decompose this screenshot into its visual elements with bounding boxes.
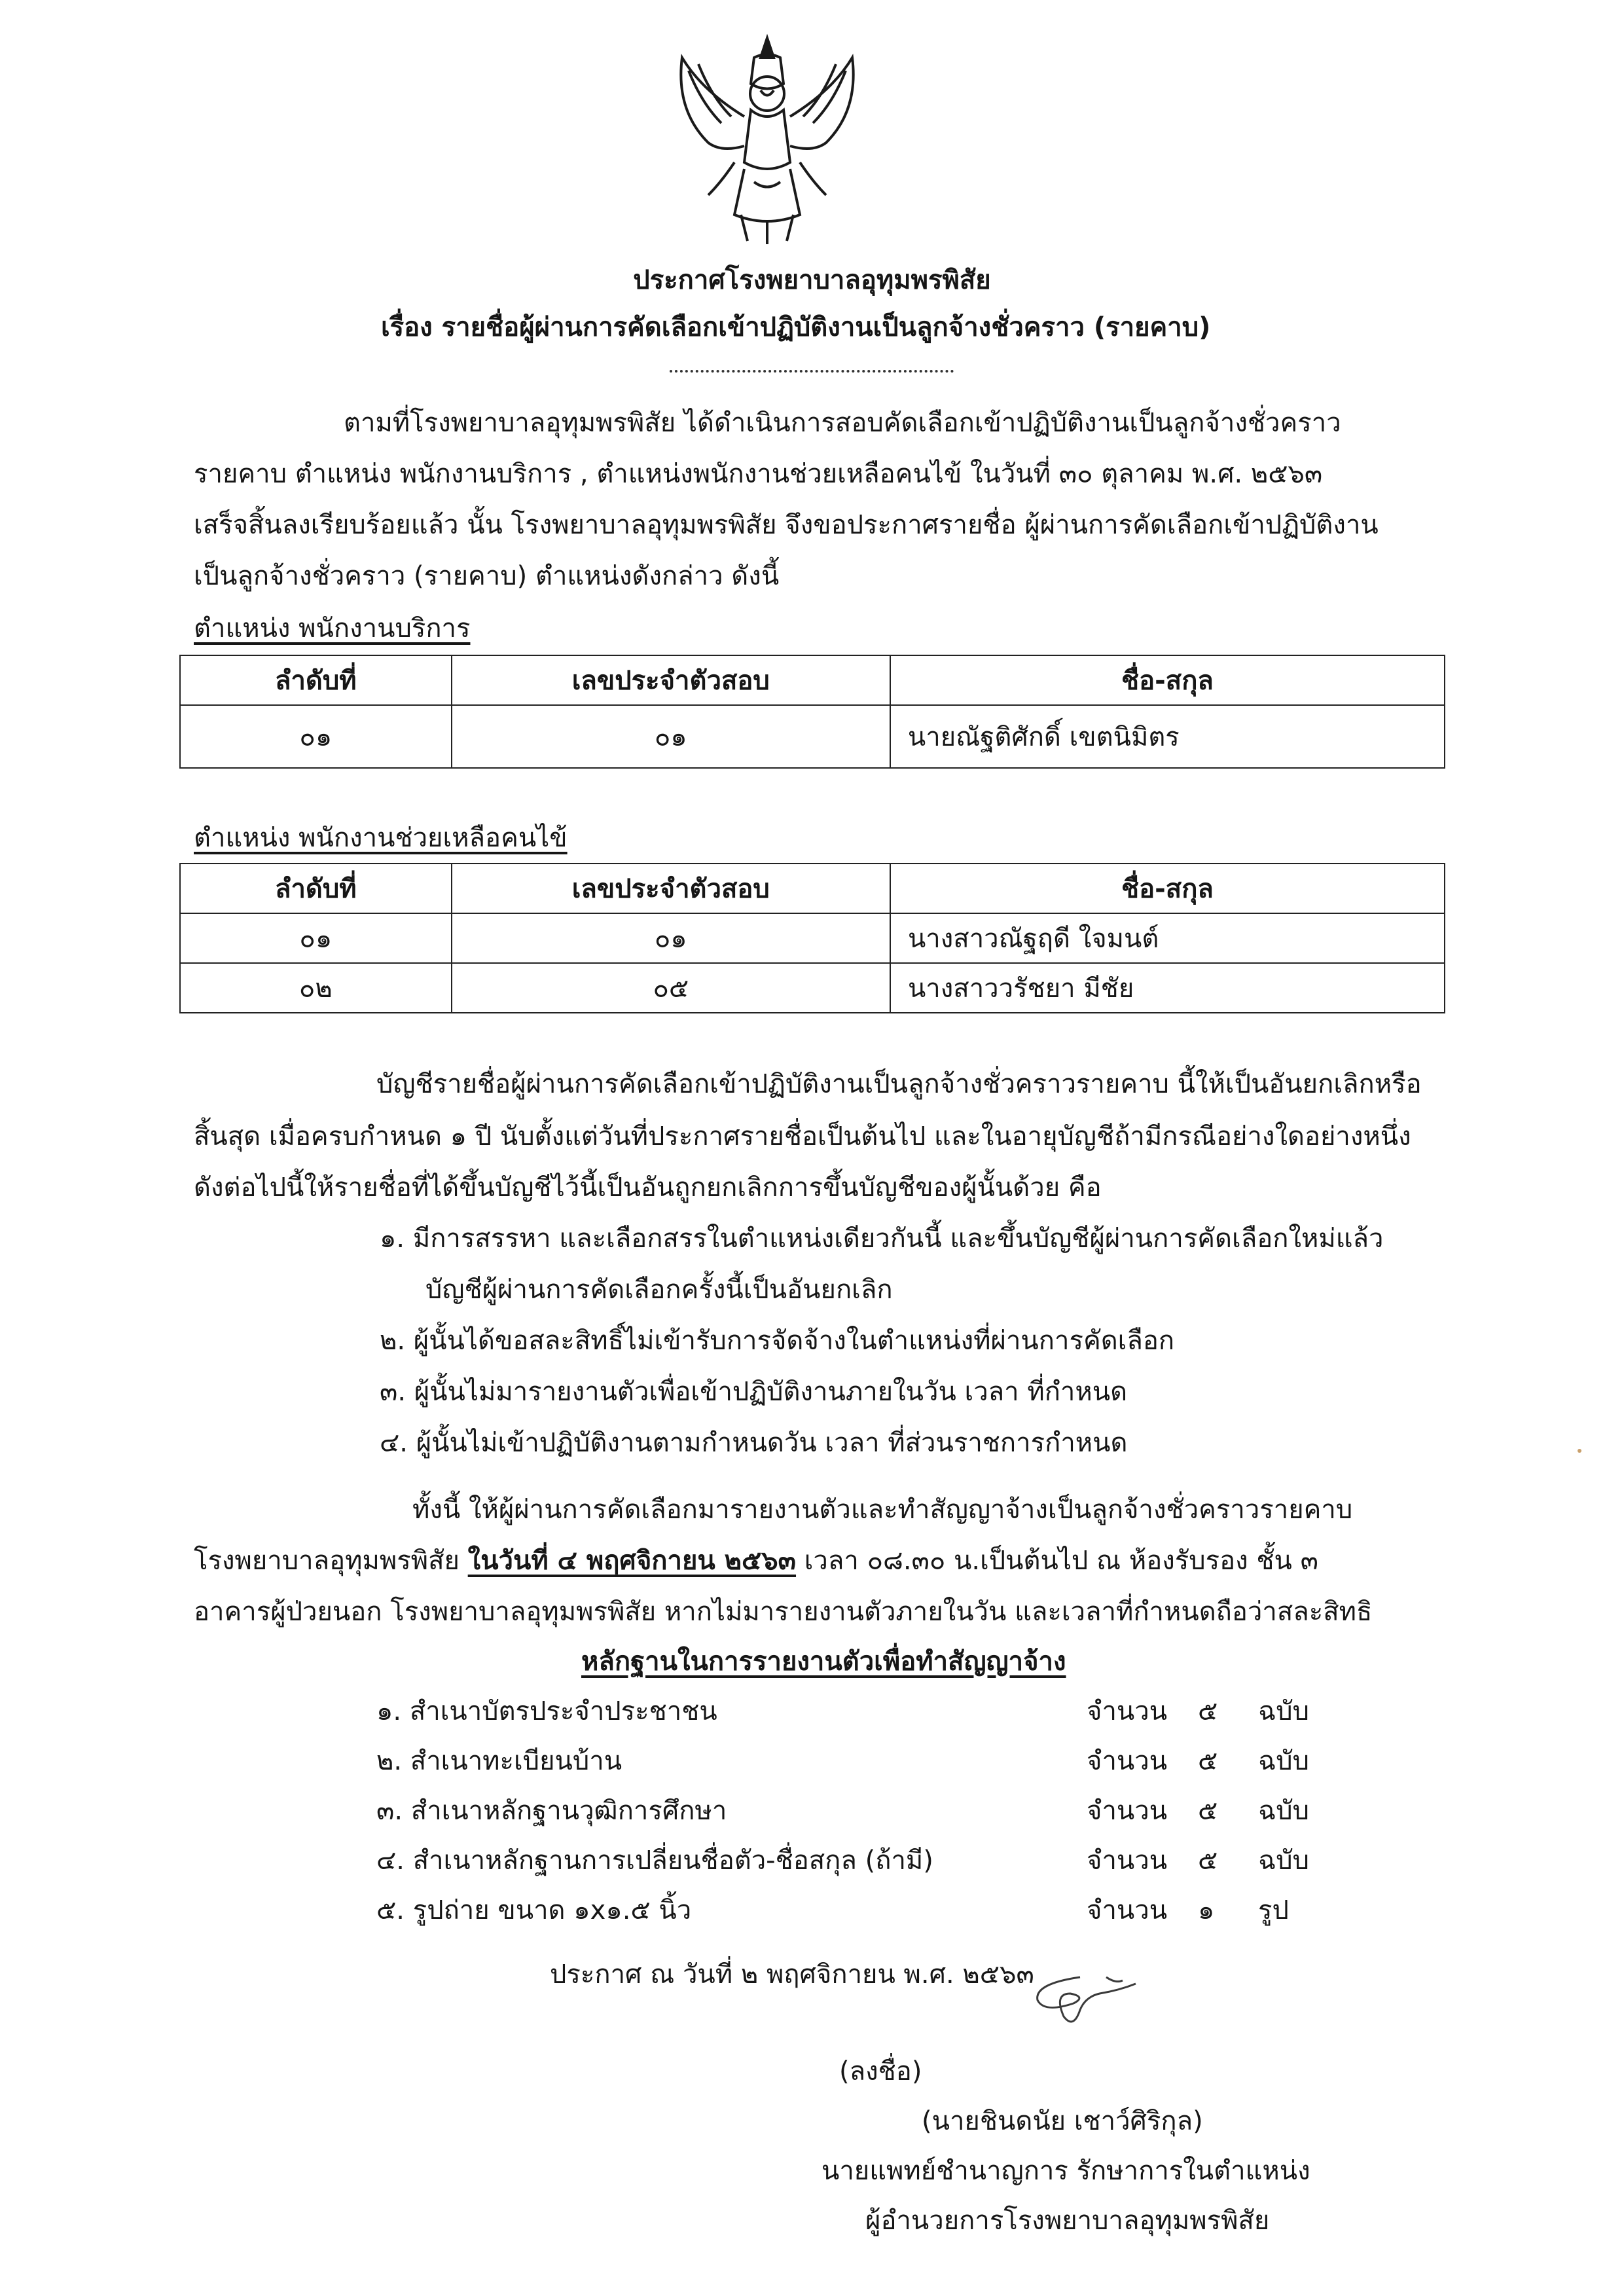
col-exam-id-header: เลขประจำตัวสอบ: [452, 864, 890, 913]
col-order-header: ลำดับที่: [180, 655, 452, 705]
position-2-table: [179, 863, 1445, 1013]
validity-line-3: ดังต่อไปนี้ให้รายชื่อที่ได้ขึ้นบัญชีไว้นี้เป็นอันถูกยกเลิกการขึ้นบัญชีของผู้นั้นด้วย คือ: [194, 1173, 1102, 1203]
validity-item-1a: ๑. มีการสรรหา และเลือกสรรในตำแหน่งเดียวกันนี้ และขึ้นบัญชีผู้ผ่านการคัดเลือกใหม่แล้ว: [380, 1224, 1384, 1254]
document-item: ๔. สำเนาหลักฐานการเปลี่ยนชื่อตัว-ชื่อสกุล (ถ้ามี): [376, 1846, 933, 1876]
exam-id-cell: ๐๕: [452, 963, 890, 1013]
table-row: [180, 963, 1445, 1013]
quantity-count: ๕: [1198, 1796, 1218, 1826]
validity-item-3: ๓. ผู้นั้นไม่มารายงานตัวเพื่อเข้าปฏิบัติงานภายในวัน เวลา ที่กำหนด: [380, 1377, 1128, 1407]
validity-item-4: ๔. ผู้นั้นไม่เข้าปฏิบัติงานตามกำหนดวัน เวลา ที่ส่วนราชการกำหนด: [380, 1428, 1128, 1458]
exam-id-cell: ๐๑: [452, 913, 890, 963]
quantity-label: จำนวน: [1087, 1796, 1168, 1826]
order-cell: ๐๑: [180, 705, 452, 768]
report-date: ในวันที่ ๔ พฤศจิกายน ๒๕๖๓: [467, 1546, 797, 1576]
exam-id-cell: ๐๑: [452, 705, 890, 768]
order-cell: ๐๑: [180, 913, 452, 963]
quantity-unit: ฉบับ: [1258, 1796, 1310, 1826]
report-line-1: ทั้งนี้ ให้ผู้ผ่านการคัดเลือกมารายงานตัวและทำสัญญาจ้างเป็นลูกจ้างชั่วคราวรายคาบ: [412, 1495, 1353, 1525]
validity-item-1b: บัญชีผู้ผ่านการคัดเลือกครั้งนี้เป็นอันยกเลิก: [425, 1275, 893, 1305]
col-name-header: ชื่อ-สกุล: [890, 655, 1445, 705]
position-2-heading: ตำแหน่ง พนักงานช่วยเหลือคนไข้: [194, 823, 568, 853]
quantity-count: ๑: [1198, 1895, 1215, 1925]
document-item: ๒. สำเนาทะเบียนบ้าน: [376, 1746, 623, 1776]
report-line-2-end: เวลา ๐๘.๓๐ น.เป็นต้นไป ณ ห้องรับรอง ชั้น ๓: [796, 1546, 1318, 1576]
announce-date: ประกาศ ณ วันที่ ๒ พฤศจิกายน พ.ศ. ๒๕๖๓: [550, 1959, 1034, 1990]
report-line-2-start: โรงพยาบาลอุทุมพรพิสัย: [194, 1546, 468, 1576]
report-line-2: [194, 1541, 1318, 1580]
quantity-count: ๕: [1198, 1746, 1218, 1776]
name-cell: นางสาววรัชยา มีชัย: [890, 963, 1445, 1013]
document-subject: เรื่อง รายชื่อผู้ผ่านการคัดเลือกเข้าปฏิบัติงานเป็นลูกจ้างชั่วคราว (รายคาบ): [381, 312, 1211, 342]
document-item: ๓. สำเนาหลักฐานวุฒิการศึกษา: [376, 1796, 727, 1826]
col-name-header: ชื่อ-สกุล: [890, 864, 1445, 913]
evidence-heading: หลักฐานในการรายงานตัวเพื่อทำสัญญาจ้าง: [581, 1647, 1066, 1677]
quantity-label: จำนวน: [1087, 1746, 1168, 1776]
name-cell: นางสาวณัฐฤดี ใจมนต์: [890, 913, 1445, 963]
intro-line-1: ตามที่โรงพยาบาลอุทุมพรพิสัย ได้ดำเนินการสอบคัดเลือกเข้าปฏิบัติงานเป็นลูกจ้างชั่วคราว: [344, 408, 1341, 438]
validity-line-1: บัญชีรายชื่อผู้ผ่านการคัดเลือกเข้าปฏิบัติงานเป็นลูกจ้างชั่วคราวรายคาบ นี้ให้เป็นอันยกเลิกหรือ: [376, 1069, 1422, 1099]
quantity-unit: ฉบับ: [1258, 1746, 1310, 1776]
quantity-unit: ฉบับ: [1258, 1846, 1310, 1876]
table-header-row: [180, 655, 1445, 705]
stray-mark: [1578, 1449, 1581, 1453]
intro-line-3: เสร็จสิ้นลงเรียบร้อยแล้ว นั้น โรงพยาบาลอุทุมพรพิสัย จึงขอประกาศรายชื่อ ผู้ผ่านการคัดเลือกเข้าปฏิบัติงาน: [194, 510, 1379, 540]
validity-item-2: ๒. ผู้นั้นได้ขอสละสิทธิ์ไม่เข้ารับการจัดจ้างในตำแหน่งที่ผ่านการคัดเลือก: [380, 1326, 1175, 1356]
quantity-count: ๕: [1198, 1696, 1218, 1726]
quantity-unit: รูป: [1258, 1895, 1289, 1925]
document-item: ๕. รูปถ่าย ขนาด ๑x๑.๕ นิ้ว: [376, 1895, 692, 1925]
intro-line-4: เป็นลูกจ้างชั่วคราว (รายคาบ) ตำแหน่งดังกล่าว ดังนี้: [194, 561, 780, 591]
col-order-header: ลำดับที่: [180, 864, 452, 913]
garuda-emblem-icon: [662, 31, 872, 247]
col-exam-id-header: เลขประจำตัวสอบ: [452, 655, 890, 705]
signature-icon: [1008, 1964, 1139, 2036]
name-cell: นายณัฐติศักดิ์ เขตนิมิตร: [890, 705, 1445, 768]
document-title: ประกาศโรงพยาบาลอุทุมพรพิสัย: [633, 265, 991, 295]
order-cell: ๐๒: [180, 963, 452, 1013]
table-row: [180, 705, 1445, 768]
document-item: ๑. สำเนาบัตรประจำประชาชน: [376, 1696, 717, 1726]
signed-label: (ลงชื่อ): [839, 2056, 922, 2086]
quantity-label: จำนวน: [1087, 1696, 1168, 1726]
signer-title-2: ผู้อำนวยการโรงพยาบาลอุทุมพรพิสัย: [865, 2206, 1270, 2236]
signer-title-1: นายแพทย์ชำนาญการ รักษาการในตำแหน่ง: [821, 2156, 1310, 2186]
quantity-label: จำนวน: [1087, 1895, 1168, 1925]
quantity-label: จำนวน: [1087, 1846, 1168, 1876]
table-row: [180, 913, 1445, 963]
signer-name: (นายชินดนัย เชาว์ศิริกุล): [922, 2106, 1203, 2136]
intro-line-2: รายคาบ ตำแหน่ง พนักงานบริการ , ตำแหน่งพนักงานช่วยเหลือคนไข้ ในวันที่ ๓๐ ตุลาคม พ.ศ. ๒๕๖๓: [194, 459, 1323, 489]
quantity-unit: ฉบับ: [1258, 1696, 1310, 1726]
table-header-row: [180, 864, 1445, 913]
report-line-3: อาคารผู้ป่วยนอก โรงพยาบาลอุทุมพรพิสัย หากไม่มารายงานตัวภายในวัน และเวลาที่กำหนดถือว่าสละสิทธิ: [194, 1597, 1373, 1627]
quantity-count: ๕: [1198, 1846, 1218, 1876]
position-1-table: [179, 655, 1445, 769]
title-separator: [670, 370, 954, 373]
position-1-heading: ตำแหน่ง พนักงานบริการ: [194, 613, 471, 644]
validity-line-2: สิ้นสุด เมื่อครบกำหนด ๑ ปี นับตั้งแต่วันที่ประกาศรายชื่อเป็นต้นไป และในอายุบัญชีถ้ามีกรณีอย่างใดอย่างหนึ่ง: [194, 1121, 1411, 1152]
